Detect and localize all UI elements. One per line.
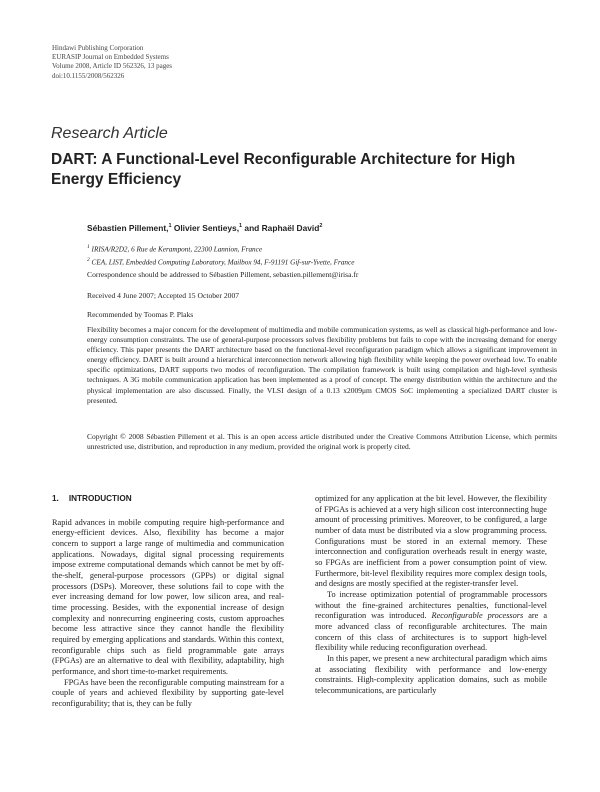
emphasized-term: Reconfigurable processors <box>431 611 524 621</box>
received-dates: Received 4 June 2007; Accepted 15 October 2007 <box>87 291 240 300</box>
paragraph: FPGAs have been the reconfigurable computing mainstream for a couple of years and achieved flexibility by supporting gate-level reconfigurability; that is, they can be fully <box>52 677 284 708</box>
abstract: Flexibility becomes a major concern for the development of multimedia and mobile communication systems, as well as classical high-performance and low-energy consumption constraints. The use of general-purpose processors solves flexibility problems but fails to cope with the increasing demand for energy efficiency. This paper presents the DART architecture based on the functional-level reconfiguration paradigm which allows a significant improvement in energy efficiency. DART is built around a hierarchical interconnection network allowing high flexibility while keeping the power overhead low. To enable specific optimizations, DART supports two modes of reconfiguration. The compilation framework is built using compilation and high-level synthesis techniques. A 3G mobile communication application has been implemented as a proof of concept. The energy distribution within the architecture and the physical implementation are also discussed. Finally, the VLSI design of a 0.13 x2009μm CMOS SoC implementing a specialized DART cluster is presented. <box>87 325 557 405</box>
section-heading <box>52 494 284 505</box>
article-kind: Research Article <box>51 125 168 142</box>
author-1: Sébastien Pillement, <box>87 223 169 233</box>
correspondence: Correspondence should be addressed to Sébastien Pillement, sebastien.pillement@irisa.fr <box>87 270 359 279</box>
journal-header <box>52 44 172 81</box>
recommended-by: Recommended by Toomas P. Plaks <box>87 310 194 319</box>
page-title: DART: A Functional-Level Reconfigurable Architecture for High Energy Efficiency <box>51 151 516 188</box>
paragraph-text: are a more advanced class of reconfigurable architectures. The main concern of this class of architectures is to support high-level flexibility while reducing reconfiguration overhead. <box>315 611 548 653</box>
section-title: INTRODUCTION <box>68 494 132 503</box>
author-1-mark: 1 <box>168 223 172 230</box>
author-list <box>87 223 557 233</box>
author-2: Olivier Sentieys, <box>171 223 240 233</box>
left-column <box>52 494 284 709</box>
affiliation-1-text: IRISA/R2D2, 6 Rue de Kerampont, 22300 Lannion, France <box>91 245 263 254</box>
affiliation-2 <box>87 255 557 268</box>
affiliations <box>87 242 557 268</box>
affiliation-1 <box>87 242 557 255</box>
affiliation-2-text: CEA, LIST, Embedded Computing Laboratory, Mailbox 94, F-91191 Gif-sur-Yvette, France <box>91 258 355 267</box>
affiliation-1-mark: 1 <box>87 244 90 250</box>
journal-name: EURASIP Journal on Embedded Systems <box>52 53 169 62</box>
paragraph <box>315 590 547 654</box>
paragraph: In this paper, we present a new architectural paradigm which aims at associating flexibility with performance and low-energy constraints. High-complexity application domains, such as mobile telecommunications, are particularly <box>315 653 547 695</box>
author-3-mark: 2 <box>319 223 323 230</box>
affiliation-2-mark: 2 <box>87 256 90 263</box>
section-number: 1. <box>52 494 59 503</box>
volume-info: Volume 2008, Article ID 562326, 13 pages <box>52 62 173 71</box>
copyright: Copyright © 2008 Sébastien Pillement et al. This is an open access article distributed under the Creative Commons Attribution License, which permits unrestricted use, distribution, and reproduction in any medium, provided the original work is properly cited. <box>87 432 557 452</box>
author-3: and Raphaël David <box>242 223 320 233</box>
author-2-mark: 1 <box>239 223 243 230</box>
right-column <box>315 494 547 696</box>
paragraph: optimized for any application at the bit level. However, the flexibility of FPGAs is achieved at a very high silicon cost interconnecting huge amount of processing primitives. Moreover, to be configured, a large number of data must be distributed via a slow programming process. Configurations must be stored in an external memory. These interconnection and configuration overheads result in energy waste, so FPGAs are inefficient from a power consumption point of view. Furthermore, bit-level flexibility requires more complex design tools, and designs are mostly specified at the register-transfer level. <box>315 494 547 589</box>
paragraph-text: To increase optimization potential of programmable processors without the fine-grained architectures penalties, functional-level reconfiguration was introduced. <box>315 589 547 621</box>
paragraph: Rapid advances in mobile computing require high-performance and energy-efficient devices. Also, flexibility has become a major concern to support a large range of multimedia and communication applications. Nowadays, digital signal processing requirements impose extreme computational demands which cannot be met by off-the-shelf, general-purpose processors (GPPs) or digital signal processors (DSPs). Moreover, these solutions fail to cope with the ever increasing demand for low power, low silicon area, and real-time processing. Besides, with the exponential increase of design complexity and nonrecurring engineering costs, custom approaches become less attractive since they cannot handle the flexibility required by emerging applications and standards. Within this context, reconfigurable chips such as field programmable gate arrays (FPGAs) are an alternative to deal with flexibility, adaptability, high performance, and short time-to-market requirements. <box>52 517 284 676</box>
doi: doi:10.1155/2008/562326 <box>52 71 125 80</box>
publisher: Hindawi Publishing Corporation <box>52 44 144 52</box>
